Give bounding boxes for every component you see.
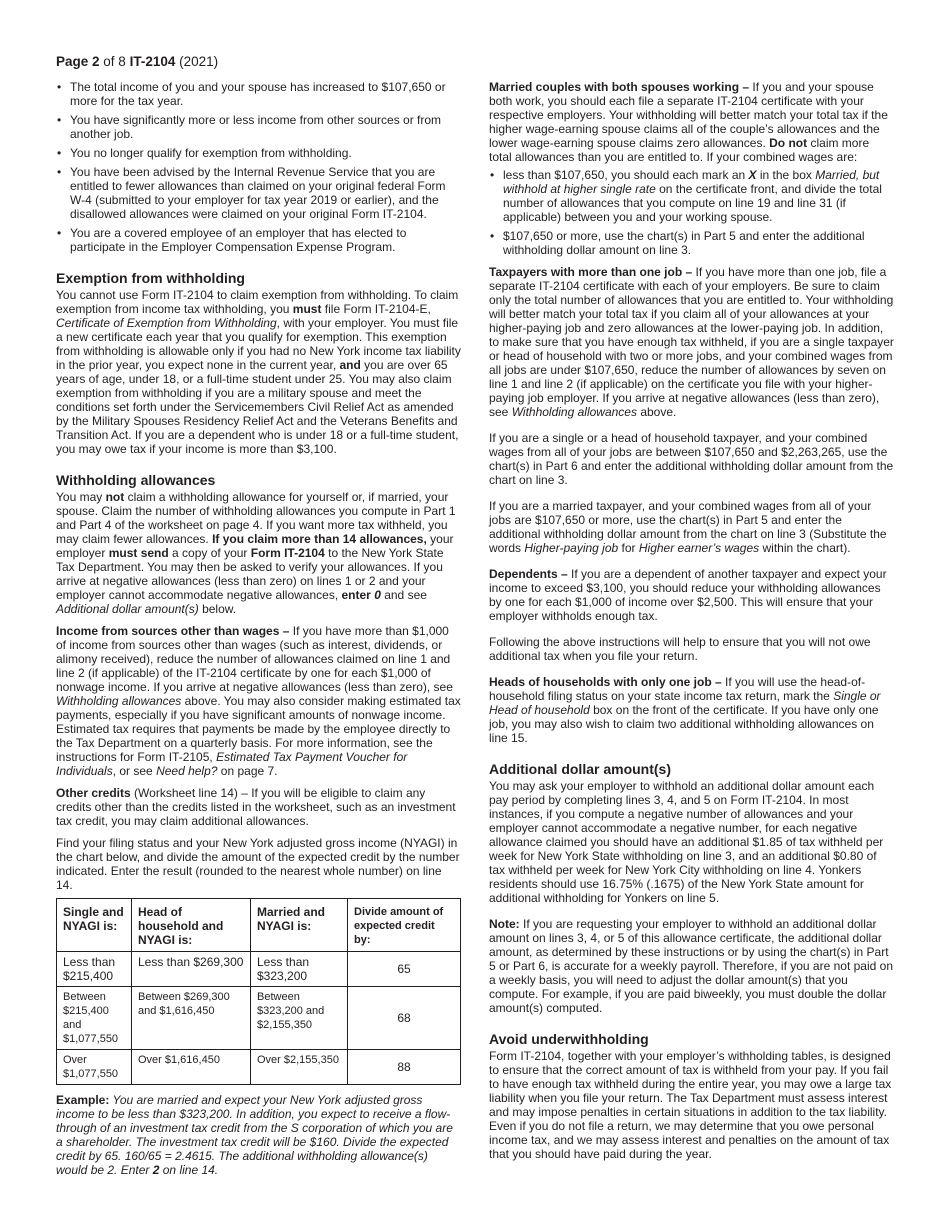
table-row — [57, 952, 461, 987]
additional-dollar-heading: Additional dollar amount(s) — [489, 761, 671, 777]
column-header: Married and NYAGI is: — [251, 899, 348, 952]
column-header: Head of household and NYAGI is: — [132, 899, 251, 952]
table-cell: Over $1,077,550 — [57, 1050, 132, 1085]
other-income-paragraph: Income from sources other than wages – If you have more than $1,000 of income from sources other than wages (such as interest, dividends, or alimony received), reduce the number of allowances claimed on line 1 and line 2 (if applicable) of the IT-2104 certificate by one for each $1,000 of nonwage income. If you arrive at negative allowances (less than zero), see Withholding allowances above. You may also consider making estimated tax payments, especially if you have significant amounts of nonwage income. Estimated tax requires that payments be made by the employee directly to the Tax Department on a quarterly basis. For more information, see the instructions for Form IT-2105, Estimated Tax Payment Voucher for Individuals, or see Need help? on page 7. — [56, 624, 461, 778]
multi-job-paragraph: Taxpayers with more than one job – If you have more than one job, file a separate IT-2104 certificate with each of your employers. Be sure to claim only the total number of allowances that you are entitled to. Your withholding will better match your total tax if you claim all of your allowances at your higher-paying job and zero allowances at the lower-paying job. In addition, to make sure that you have enough tax withheld, if you are a single taxpayer or head of household with two or more jobs, and your combined wages from all jobs are under $107,650, reduce the number of allowances by seven on line 1 and line 2 (if applicable) on the certificate you file with your higher-paying job employer. If you arrive at negative allowances (less than zero), see Withholding allowances above. — [489, 265, 894, 419]
form-year: (2021) — [179, 54, 219, 69]
credit-divisor-table — [56, 898, 461, 1085]
left-column — [56, 80, 461, 1185]
married-couples-paragraph: Married couples with both spouses working – If you and your spouse both work, you should each file a separate IT-2104 certificate with your respective employers. Your withholding will better match your total tax if the higher wage-earning spouse claims all of the couple’s allowances and the lower wage-earning spouse claims zero allowances. Do not claim more total allowances than you are entitled to. If your combined wages are: — [489, 80, 888, 164]
table-cell: 65 — [348, 952, 461, 987]
other-credits-paragraph: Other credits (Worksheet line 14) – If you will be eligible to claim any credits other than the credits listed in the worksheet, such as an investment tax credit, you may claim additional allowances. — [56, 786, 456, 828]
table-cell: 88 — [348, 1050, 461, 1085]
page-header — [56, 54, 218, 70]
list-item: • You have significantly more or less income from other sources or from another job. — [56, 113, 461, 141]
table-cell: Over $2,155,350 — [251, 1050, 348, 1085]
table-cell: Between $269,300 and $1,616,450 — [132, 987, 251, 1050]
table-cell: Less than $269,300 — [132, 952, 251, 987]
page-of: of 8 — [99, 54, 130, 69]
table-cell: Less than $215,400 — [57, 952, 132, 987]
note-paragraph: Note: If you are requesting your employer to withhold an additional dollar amount on lines 3, 4, or 5 of this allowance certificate, the additional dollar amount, as determined by these instructions or by using the chart(s) in Part 5 or Part 6, is accurate for a weekly payroll. Therefore, if you are not paid on a weekly basis, you will need to adjust the dollar amount(s) that you compute. For example, if you are paid biweekly, you must double the dollar amount(s) computed. — [489, 917, 893, 1015]
column-header: Single and NYAGI is: — [57, 899, 132, 952]
list-item: • less than $107,650, you should each mark an X in the box Married, but withhold at higher single rate on the certificate front, and divide the total number of allowances that you compute on line 19 and line 31 (if applicable) between you and your working spouse. — [489, 168, 895, 224]
find-status-paragraph: Find your filing status and your New York adjusted gross income (NYAGI) in the chart below, and divide the amount of the expected credit by the number indicated. Enter the result (rounded to the nearest whole number) on line 14. — [56, 836, 460, 892]
list-item: • You have been advised by the Internal Revenue Service that you are entitled to fewer allowances than claimed on your original federal Form W-4 (submitted to your employer for tax year 2019 or earlier), and the disallowed allowances were claimed on your original Form IT-2104. — [56, 165, 461, 221]
form-id: IT-2104 — [129, 54, 176, 69]
married-taxpayer-paragraph: If you are a married taxpayer, and your combined wages from all of your jobs are $107,650 or more, use the chart(s) in Part 5 and enter the additional withholding dollar amount from the chart on line 3 (Substitute the words Higher-paying job for Higher earner’s wages within the chart). — [489, 499, 887, 555]
hoh-one-job-paragraph: Heads of households with only one job – If you will use the head-of-household filing status on your state income tax return, mark the Single or Head of household box on the front of the certificate. If you have only one job, you may also wish to claim two additional withholding allowances on line 15. — [489, 675, 881, 745]
table-cell: Between $323,200 and $2,155,350 — [251, 987, 348, 1050]
exemption-paragraph: You cannot use Form IT-2104 to claim exemption from withholding. To claim exemption from income tax withholding, you must file Form IT-2104-E, Certificate of Exemption from Withholding, with your employer. You must file a new certificate each year that you qualify for exemption. This exemption from withholding is allowable only if you had no New York income tax liability in the prior year, you expect none in the current year, and you are over 65 years of age, under 18, or a full-time student under 25. You may also claim exemption from withholding if you are a military spouse and meet the conditions set forth under the Servicemembers Civil Relief Act as amended by the Military Spouses Residency Relief Act and the Veterans Benefits and Transition Act. If you are a dependent who is under 18 or a full-time student, you may owe tax if your income is more than $3,100. — [56, 288, 461, 456]
table-row — [57, 1050, 461, 1085]
avoid-underwithholding-heading: Avoid underwithholding — [489, 1031, 649, 1047]
example-paragraph: Example: You are married and expect your New York adjusted gross income to be less than $323,200. In addition, you expect to receive a flow-through of an investment tax credit from the S corporation of which you are a shareholder. The investment tax credit will be $160. Divide the expected credit by 65. 160/65 = 2.4615. The additional withholding allowance(s) would be 2. Enter 2 on line 14. — [56, 1093, 453, 1177]
single-hoh-paragraph: If you are a single or a head of household taxpayer, and your combined wages from all of your jobs are between $107,650 and $2,263,265, use the chart(s) in Part 6 and enter the additional withholding dollar amount from the chart on line 3. — [489, 431, 894, 487]
table-cell: Between $215,400 and $1,077,550 — [57, 987, 132, 1050]
dependents-paragraph: Dependents – If you are a dependent of another taxpayer and expect your income to exceed $3,100, you should reduce your withholding allowances by one for each $1,000 of income over $2,500. This will ensure that your employer withholds enough tax. — [489, 567, 887, 623]
list-item: • You are a covered employee of an employer that has elected to participate in the Employer Compensation Expense Program. — [56, 226, 461, 254]
allowances-heading: Withholding allowances — [56, 472, 216, 488]
page-label: Page 2 — [56, 54, 100, 69]
table-header-row — [57, 899, 461, 952]
list-item: • The total income of you and your spouse has increased to $107,650 or more for the tax year. — [56, 80, 461, 108]
table-cell: Over $1,616,450 — [132, 1050, 251, 1085]
table-cell: Less than $323,200 — [251, 952, 348, 987]
list-item: • You no longer qualify for exemption from withholding. — [56, 146, 461, 160]
right-column — [489, 80, 895, 1169]
list-item: • $107,650 or more, use the chart(s) in Part 5 and enter the additional withholding dollar amount on line 3. — [489, 229, 895, 257]
allowances-paragraph: You may not claim a withholding allowance for yourself or, if married, your spouse. Claim the number of withholding allowances you compute in Part 1 and Part 4 of the worksheet on page 4. If you want more tax withheld, you may claim fewer allowances. If you claim more than 14 allowances, your employer must send a copy of your Form IT-2104 to the New York State Tax Department. You may then be asked to verify your allowances. If you arrive at negative allowances (less than zero) on lines 1 or 2 and your employer cannot accommodate negative allowances, enter 0 and see Additional dollar amount(s) below. — [56, 490, 456, 616]
combined-wages-list — [489, 168, 895, 257]
following-paragraph: Following the above instructions will help to ensure that you will not owe additional tax when you file your return. — [489, 635, 871, 663]
avoid-underwithholding-paragraph: Form IT-2104, together with your employer’s withholding tables, is designed to ensure that the correct amount of tax is withheld from your pay. If you fail to have enough tax withheld during the entire year, you may owe a large tax liability when you file your return. The Tax Department must assess interest and may impose penalties in certain situations in addition to the tax liability. Even if you do not file a return, we may determine that you owe personal income tax, and we may assess interest and penalties on the amount of tax that you should have paid during the year. — [489, 1049, 892, 1161]
change-conditions-list — [56, 80, 461, 254]
table-row — [57, 987, 461, 1050]
additional-dollar-paragraph: You may ask your employer to withhold an additional dollar amount each pay period by completing lines 3, 4, and 5 on Form IT-2104. In most instances, if you compute a negative number of allowances and your employer cannot accommodate a negative number, for each negative allowance claimed you should have an additional $1.85 of tax withheld per week for New York State withholding on line 3, and an additional $0.80 of tax withheld per week for New York City withholding on line 4. Yonkers residents should use 16.75% (.1675) of the New York State amount for additional withholding for Yonkers on line 5. — [489, 779, 884, 905]
exemption-heading: Exemption from withholding — [56, 270, 245, 286]
table-cell: 68 — [348, 987, 461, 1050]
column-header: Divide amount of expected credit by: — [348, 899, 461, 952]
